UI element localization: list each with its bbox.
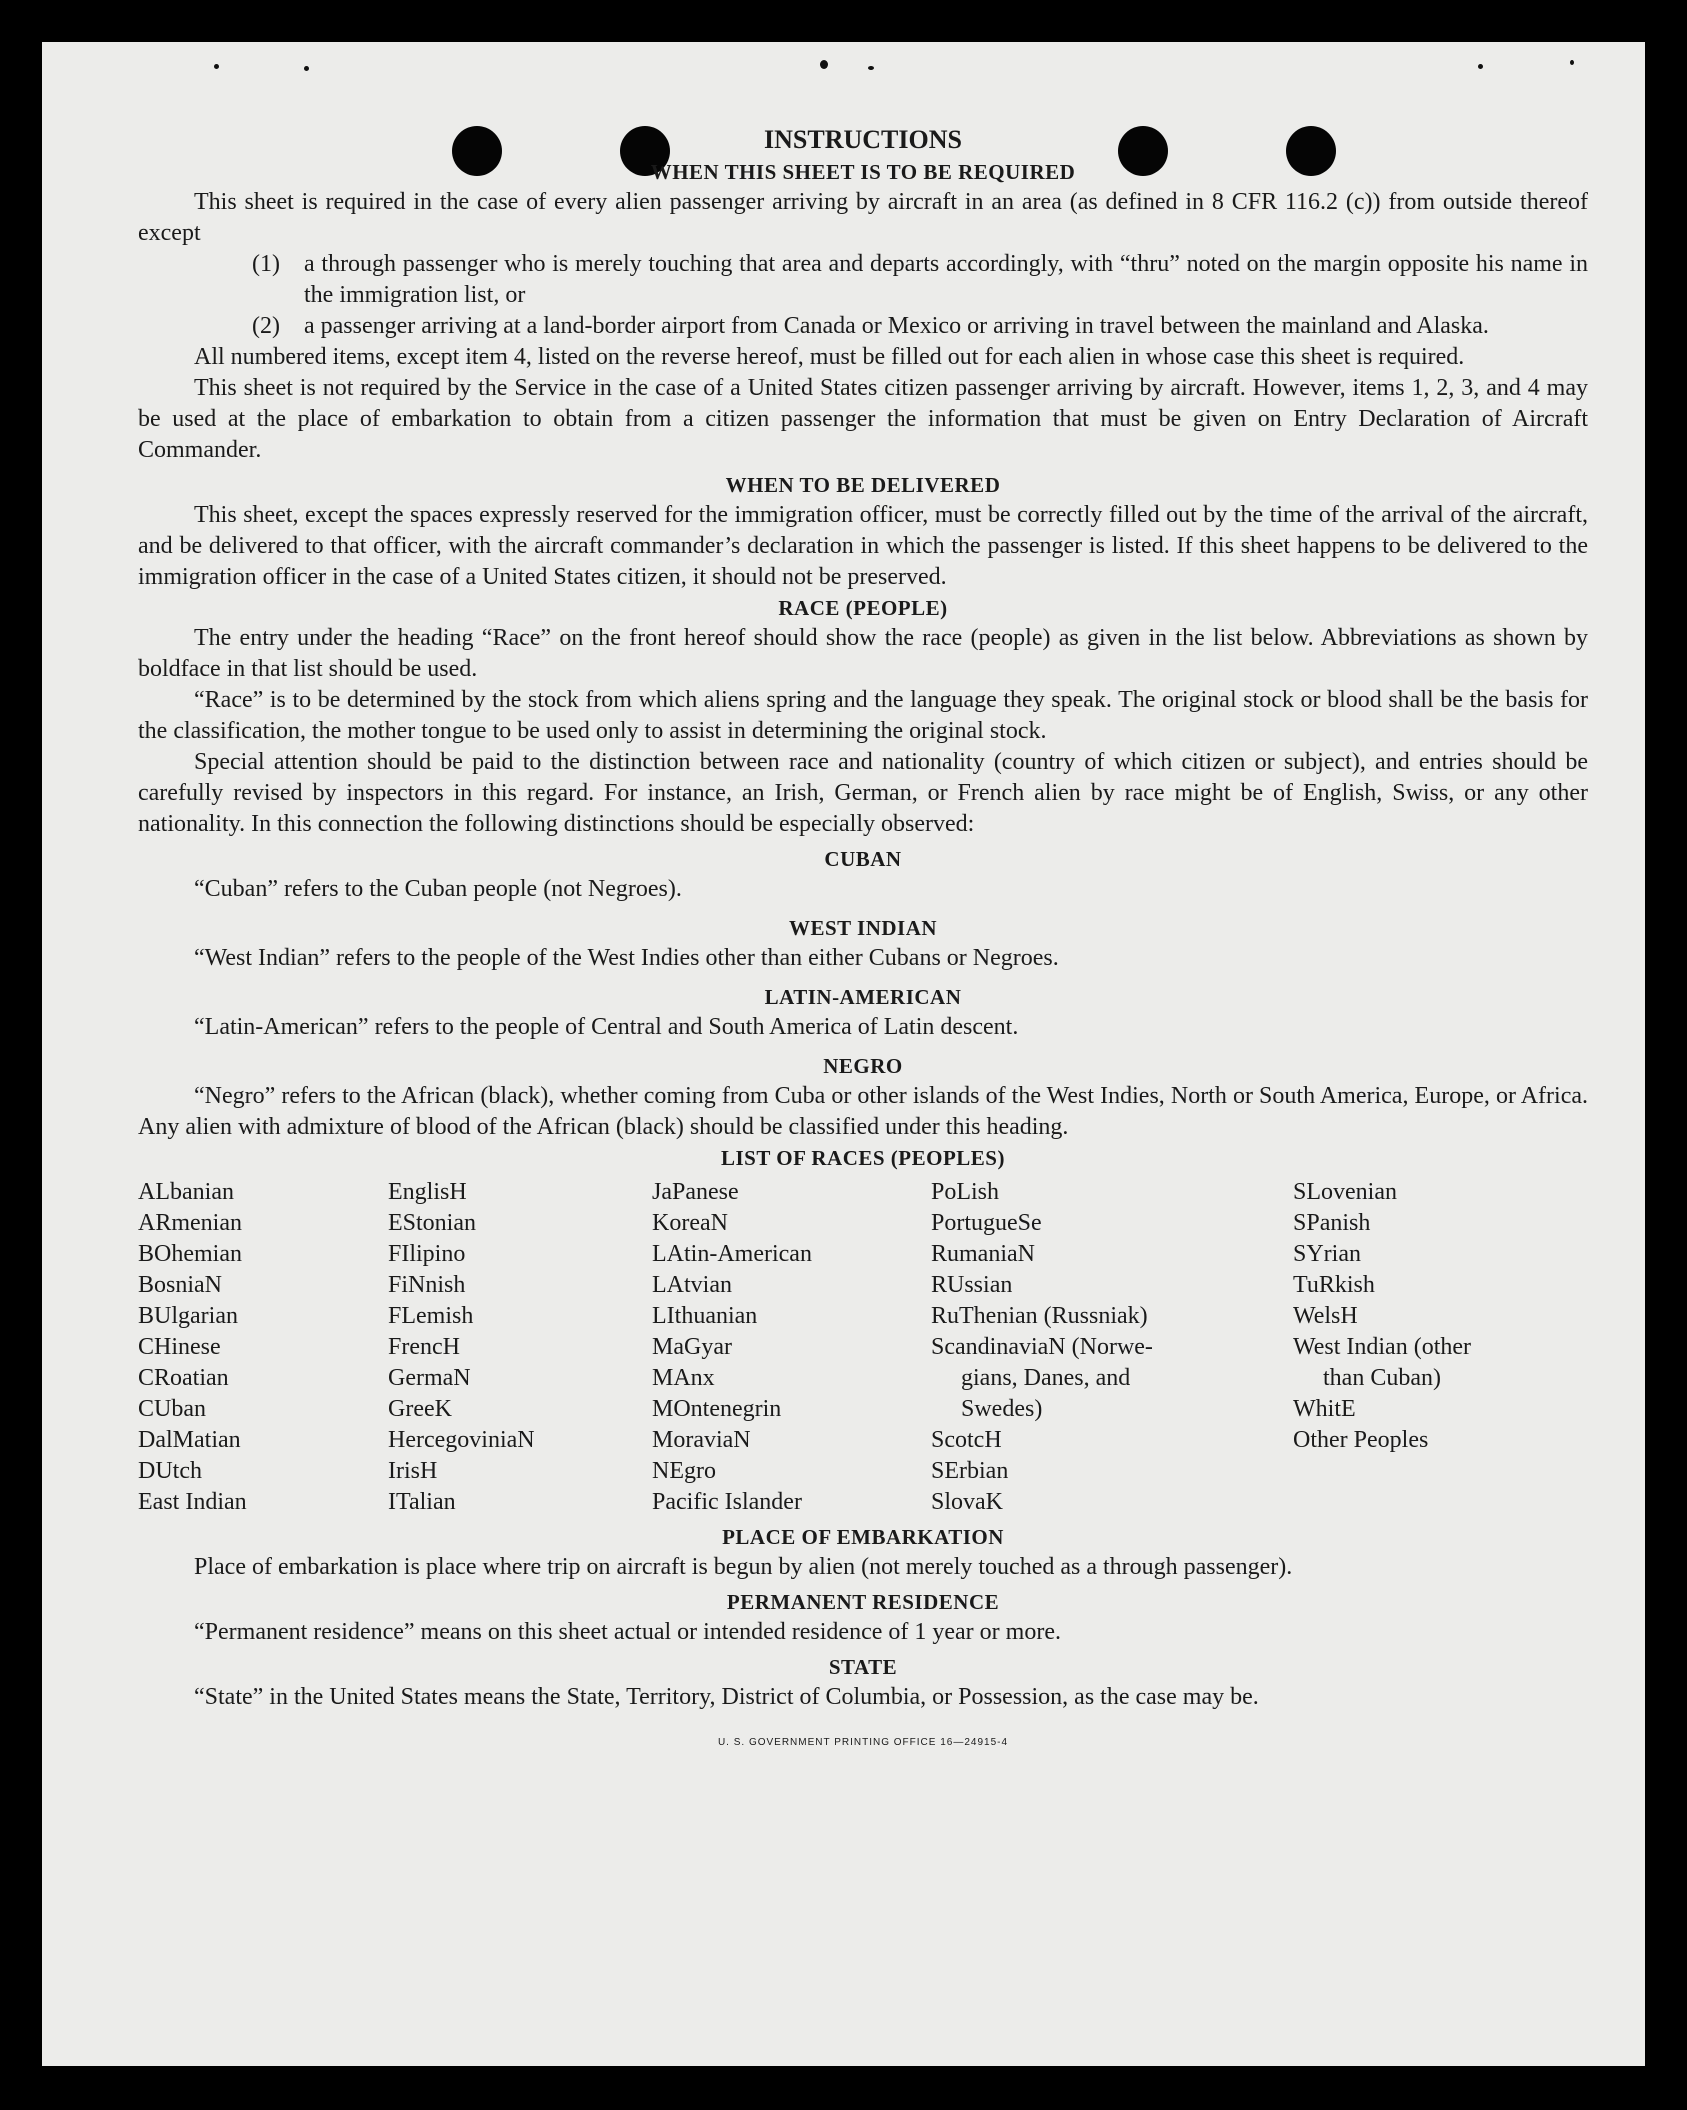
exception-item [138, 311, 1588, 342]
race-entry: WelsH [1293, 1303, 1358, 1329]
required-intro: This sheet is required in the case of every alien passenger arriving by aircraft in an area (as defined in 8 CFR 116.2 (c)) from outside thereof except [138, 189, 1588, 246]
race-entry: LAtvian [652, 1272, 732, 1298]
ink-speck [214, 64, 219, 69]
section-heading-delivered: WHEN TO BE DELIVERED [725, 473, 1001, 497]
race-list-column [652, 1177, 931, 1518]
race-entry: PortugueSe [931, 1210, 1042, 1236]
race-entry: SlovaK [931, 1489, 1003, 1515]
race-entry: FIlipino [388, 1241, 466, 1267]
race-entry: EStonian [388, 1210, 476, 1236]
embarkation-paragraph: Place of embarkation is place where trip on aircraft is begun by alien (not merely touched as a through passenger). [194, 1554, 1293, 1580]
race-entry: SYrian [1293, 1241, 1361, 1267]
exception-number: (2) [252, 313, 280, 339]
section-heading-west-indian: WEST INDIAN [788, 916, 938, 940]
race-entry: BOhemian [138, 1241, 242, 1267]
ink-speck [1478, 64, 1483, 69]
race-entry: West Indian (other [1293, 1334, 1472, 1360]
race-entry: HercegoviniaN [388, 1427, 535, 1453]
race-entry: MoraviaN [652, 1427, 751, 1453]
document-page [42, 42, 1645, 2066]
race-entry: FiNnish [388, 1272, 466, 1298]
ink-speck [820, 60, 828, 69]
race-entry: WhitE [1293, 1396, 1356, 1422]
race-list-column [1293, 1177, 1588, 1518]
race-entry: LIthuanian [652, 1303, 758, 1329]
section-heading-list-of-races: LIST OF RACES (PEOPLES) [721, 1146, 1005, 1170]
exception-number: (1) [252, 251, 280, 277]
race-entry: DUtch [138, 1458, 202, 1484]
race-entry: ITalian [388, 1489, 456, 1515]
race-entry: FLemish [388, 1303, 474, 1329]
race-paragraph: Special attention should be paid to the distinction between race and nationality (country of which citizen or subject), and entries should be carefully revised by inspectors in this regard. For instance, an Irish, German, or French alien by race might be of English, Swiss, or any other nationality. In this connection the following distinctions should be especially observed: [138, 749, 1588, 837]
race-entry: CUban [138, 1396, 206, 1422]
exception-item [138, 249, 1588, 311]
race-entry: MOntenegrin [652, 1396, 782, 1422]
race-entry: GreeK [388, 1396, 452, 1422]
race-list-column [138, 1177, 388, 1518]
race-entry: PoLish [931, 1179, 1000, 1205]
race-entry: gians, Danes, and [961, 1365, 1131, 1391]
race-entry: Pacific Islander [652, 1489, 802, 1515]
section-heading-negro: NEGRO [823, 1054, 903, 1078]
race-entry: ARmenian [138, 1210, 242, 1236]
race-entry: SPanish [1293, 1210, 1371, 1236]
race-entry: CHinese [138, 1334, 221, 1360]
race-entry: DalMatian [138, 1427, 241, 1453]
ink-speck [1570, 60, 1574, 65]
race-entry: RUssian [931, 1272, 1013, 1298]
race-entry: KoreaN [652, 1210, 728, 1236]
race-entry: CRoatian [138, 1365, 229, 1391]
race-entry: RuThenian (Russniak) [931, 1303, 1148, 1329]
section-heading-race: RACE (PEOPLE) [778, 596, 948, 620]
section-heading-residence: PERMANENT RESIDENCE [726, 1590, 1000, 1614]
latin-american-paragraph: “Latin-American” refers to the people of Central and South America of Latin descent. [194, 1014, 1019, 1040]
race-entry: SErbian [931, 1458, 1009, 1484]
instructions-text [138, 123, 1588, 1758]
race-list-column [388, 1177, 652, 1518]
race-entry: ScotcH [931, 1427, 1002, 1453]
race-entry: JaPanese [652, 1179, 739, 1205]
race-entry: LAtin-American [652, 1241, 812, 1267]
section-heading-required: WHEN THIS SHEET IS TO BE REQUIRED [650, 160, 1076, 184]
race-list-column [931, 1177, 1293, 1518]
race-entry: FrencH [388, 1334, 460, 1360]
race-entry: EnglisH [388, 1179, 467, 1205]
exception-text: a through passenger who is merely touching that area and departs accordingly, with “thru” noted on the margin opposite his name in the immigration list, or [304, 251, 1588, 308]
race-entry: Swedes) [961, 1396, 1043, 1422]
race-entry: TuRkish [1293, 1272, 1375, 1298]
section-heading-state: STATE [828, 1655, 898, 1679]
race-entry: MaGyar [652, 1334, 732, 1360]
ink-speck [304, 66, 309, 71]
race-entry: RumaniaN [931, 1241, 1035, 1267]
page-title: INSTRUCTIONS [764, 125, 962, 154]
required-paragraph: All numbered items, except item 4, listed on the reverse hereof, must be filled out for each alien in whose case this sheet is required. [194, 344, 1465, 370]
ink-speck [868, 66, 874, 70]
race-entry: BosniaN [138, 1272, 222, 1298]
race-entry: East Indian [138, 1489, 247, 1515]
race-entry: Other Peoples [1293, 1427, 1429, 1453]
race-entry: NEgro [652, 1458, 716, 1484]
exception-text: a passenger arriving at a land-border airport from Canada or Mexico or arriving in travel between the mainland and Alaska. [304, 313, 1489, 339]
required-paragraph: This sheet is not required by the Service in the case of a United States citizen passenger arriving by aircraft. However, items 1, 2, 3, and 4 may be used at the place of embarkation to obtain from a citizen passenger the information that must be given on Entry Declaration of Aircraft Commander. [138, 375, 1588, 463]
race-entry: GermaN [388, 1365, 471, 1391]
race-paragraph: The entry under the heading “Race” on the front hereof should show the race (people) as given in the list below. Abbreviations as shown by boldface in that list should be used. [138, 625, 1588, 682]
race-entry: SLovenian [1293, 1179, 1397, 1205]
cuban-paragraph: “Cuban” refers to the Cuban people (not Negroes). [194, 876, 682, 902]
section-heading-latin-american: LATIN-AMERICAN [764, 985, 962, 1009]
race-entry: ALbanian [138, 1179, 234, 1205]
delivered-paragraph: This sheet, except the spaces expressly reserved for the immigration officer, must be correctly filled out by the time of the arrival of the aircraft, and be delivered to that officer, with the aircraft commander’s declaration in which the passenger is listed. If this sheet happens to be delivered to the immigration officer in the case of a United States citizen, it should not be preserved. [138, 502, 1588, 590]
race-list [138, 1177, 1588, 1518]
west-indian-paragraph: “West Indian” refers to the people of the West Indies other than either Cubans or Negroes. [194, 945, 1059, 971]
printer-imprint: U. S. GOVERNMENT PRINTING OFFICE 16—24915-4 [717, 1737, 1009, 1748]
race-entry: ScandinaviaN (Norwe- [931, 1334, 1153, 1360]
negro-paragraph: “Negro” refers to the African (black), whether coming from Cuba or other islands of the West Indies, North or South America, Europe, or Africa. Any alien with admixture of blood of the African (black) should be classified under this heading. [138, 1083, 1588, 1140]
race-paragraph: “Race” is to be determined by the stock from which aliens spring and the language they speak. The original stock or blood shall be the basis for the classification, the mother tongue to be used only to assist in determining the original stock. [138, 687, 1588, 744]
residence-paragraph: “Permanent residence” means on this sheet actual or intended residence of 1 year or more. [194, 1619, 1061, 1645]
race-entry: MAnx [652, 1365, 715, 1391]
section-heading-embarkation: PLACE OF EMBARKATION [722, 1525, 1004, 1549]
race-entry: BUlgarian [138, 1303, 238, 1329]
race-entry: than Cuban) [1323, 1365, 1441, 1391]
state-paragraph: “State” in the United States means the State, Territory, District of Columbia, or Possession, as the case may be. [194, 1684, 1259, 1710]
race-entry: IrisH [388, 1458, 438, 1484]
section-heading-cuban: CUBAN [824, 847, 902, 871]
